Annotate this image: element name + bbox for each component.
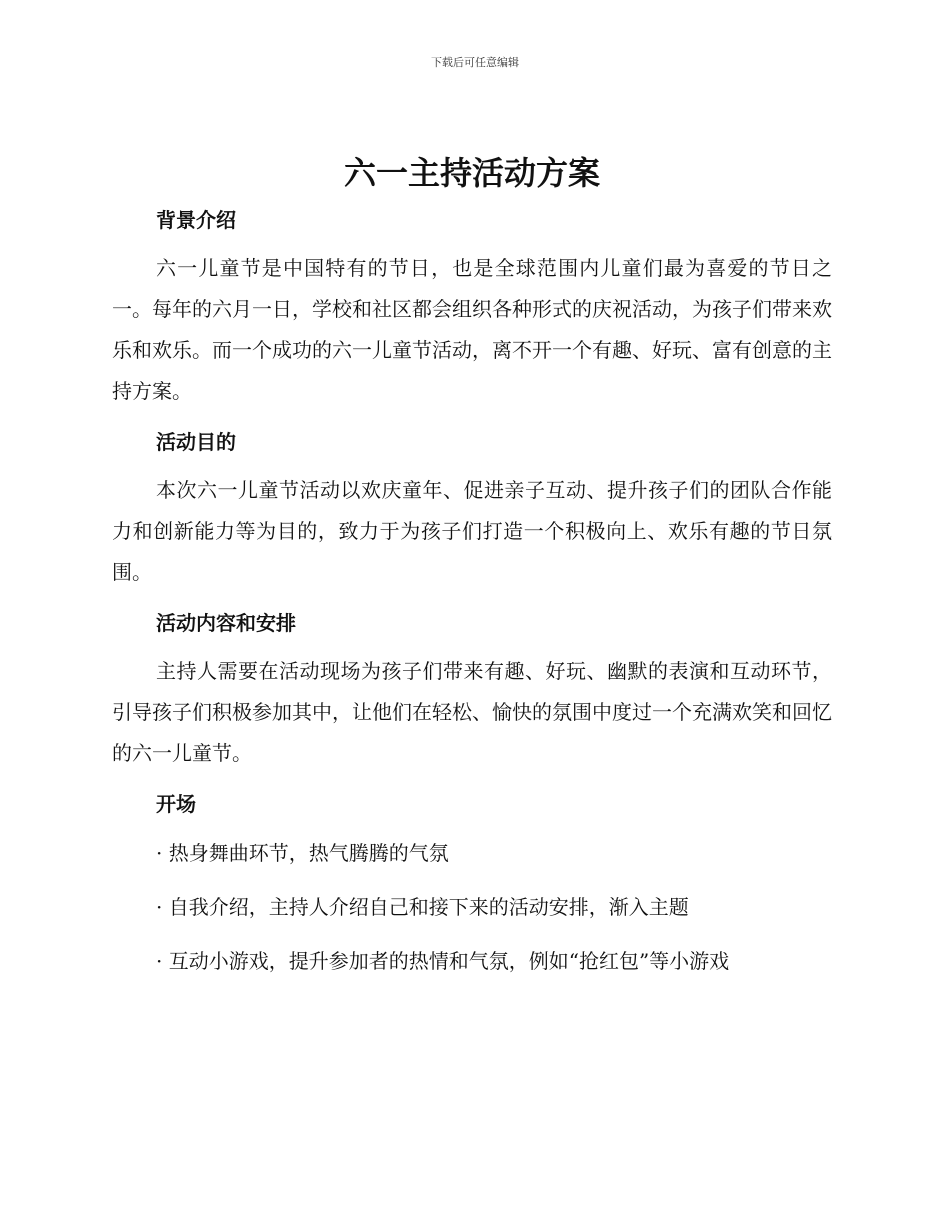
section-opening (112, 782, 832, 988)
section-paragraph: 六一儿童节是中国特有的节日，也是全球范围内儿童们最为喜爱的节日之一。每年的六月一日，学校和社区都会组织各种形式的庆祝活动，为孩子们带来欢乐和欢乐。而一个成功的六一儿童节活动，离不开一个有趣、好玩、富有创意的主持方案。 (112, 256, 832, 403)
page-header-note: 下载后可任意编辑 (431, 56, 519, 69)
bullet-item: · 互动小游戏，提升参加者的热情和气氛，例如“抢红包”等小游戏 (156, 949, 730, 973)
section-background (112, 198, 832, 412)
section-paragraph: 主持人需要在活动现场为孩子们带来有趣、好玩、幽默的表演和互动环节，引导孩子们积极参加其中，让他们在轻松、愉快的氛围中度过一个充满欢笑和回忆的六一儿童节。 (112, 659, 832, 765)
section-paragraph: 本次六一儿童节活动以欢庆童年、促进亲子互动、提升孩子们的团队合作能力和创新能力等为目的，致力于为孩子们打造一个积极向上、欢乐有趣的节日氛围。 (112, 478, 832, 584)
section-content-arrangement (112, 601, 832, 774)
document-body (112, 148, 832, 988)
section-heading: 活动目的 (156, 430, 236, 454)
section-heading: 开场 (156, 792, 196, 816)
section-heading: 背景介绍 (156, 208, 236, 232)
section-heading: 活动内容和安排 (156, 611, 296, 635)
document-title: 六一主持活动方案 (343, 154, 600, 192)
bullet-item: · 热身舞曲环节，热气腾腾的气氛 (156, 841, 449, 865)
bullet-item: · 自我介绍，主持人介绍自己和接下来的活动安排，渐入主题 (156, 895, 689, 919)
section-purpose (112, 420, 832, 593)
